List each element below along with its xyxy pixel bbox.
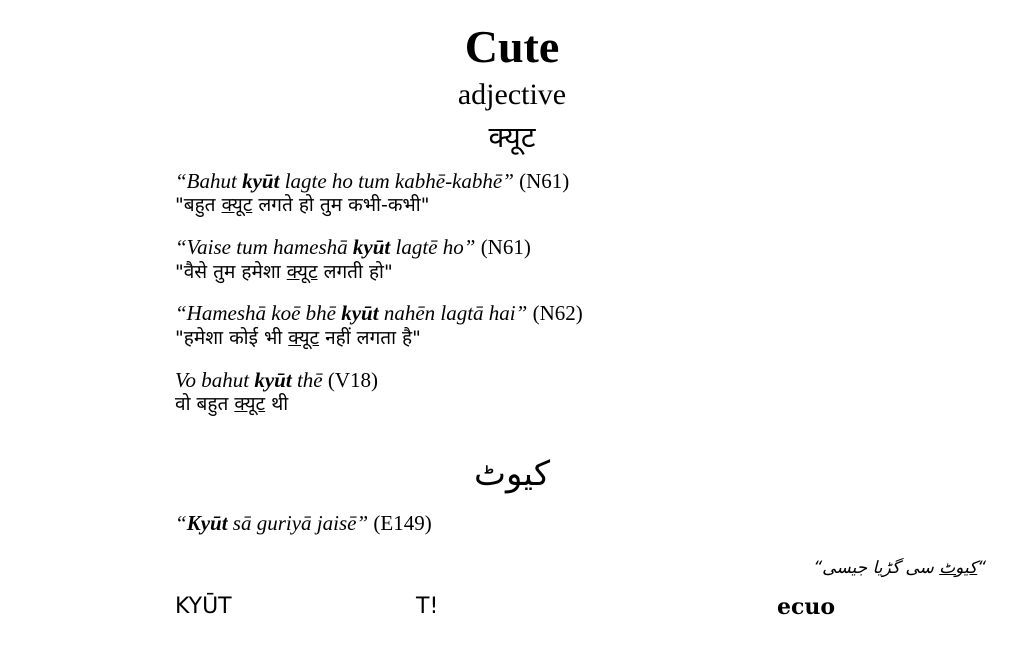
example-roman-text: “Hameshā koē bhē <box>175 301 342 325</box>
example-ref: (V18) <box>322 368 378 392</box>
example-deva-keyword: क्यूट <box>288 327 320 349</box>
example-devanagari <box>175 394 288 415</box>
example-devanagari <box>175 195 429 216</box>
example-roman-text: “Bahut <box>175 169 243 193</box>
example-deva-text: "वैसे तुम हमेशा <box>175 261 287 283</box>
example-keyword: kyūt <box>341 301 379 325</box>
example-roman-text: “ <box>175 511 187 535</box>
footer-transliteration: KYŪT <box>175 594 232 619</box>
example-devanagari <box>175 262 393 283</box>
example-roman <box>175 170 569 193</box>
footer-middle: T! <box>416 594 439 619</box>
urdu-example-keyword: کیوٹ <box>939 558 978 578</box>
example-deva-text: लगती हो" <box>317 261 393 283</box>
urdu-example-roman <box>175 512 432 535</box>
example-deva-keyword: क्यूट <box>234 393 266 415</box>
example-deva-keyword: क्यूट <box>286 261 318 283</box>
example-deva-text: थी <box>265 393 289 415</box>
example-keyword: kyūt <box>242 169 280 193</box>
example-roman <box>175 302 583 325</box>
example-deva-text: "हमेशा कोई भी <box>175 327 289 349</box>
example-roman-text: lagtē ho” <box>390 235 476 259</box>
urdu-example-script <box>813 558 986 578</box>
example-roman <box>175 369 378 392</box>
example-deva-text: लगते हो तुम कभी-कभी" <box>252 194 430 216</box>
footer-right: ecuo <box>777 594 836 620</box>
example-deva-text: "बहुत <box>175 194 222 216</box>
example-keyword: kyūt <box>254 368 292 392</box>
example-deva-text: नहीं लगता है" <box>319 327 421 349</box>
example-roman-text: sā guriyā jaisē” <box>227 511 369 535</box>
hindi-word: क्यूट <box>488 120 536 154</box>
example-roman <box>175 236 531 259</box>
example-keyword: Kyūt <box>186 511 228 535</box>
urdu-word: کیوٹ <box>473 454 551 494</box>
example-ref: (N62) <box>527 301 583 325</box>
example-roman-text: nahēn lagtā hai” <box>378 301 528 325</box>
example-deva-keyword: क्यूट <box>221 194 253 216</box>
example-ref: (N61) <box>513 169 570 193</box>
example-roman-text: Vo bahut <box>175 368 255 392</box>
urdu-example-text: سی گڑیا جیسی“ <box>813 558 940 578</box>
entry-title: Cute <box>464 21 560 72</box>
example-roman-text: lagte ho tum kabhē-kabhē” <box>279 169 514 193</box>
urdu-example-text: “ <box>977 558 986 578</box>
example-roman-text: “Vaise tum hameshā <box>175 235 353 259</box>
part-of-speech: adjective <box>457 78 567 111</box>
example-roman-text: thē <box>291 368 323 392</box>
example-keyword: kyūt <box>352 235 391 259</box>
example-deva-text: वो बहुत <box>175 393 235 415</box>
example-ref: (E149) <box>368 511 432 535</box>
example-ref: (N61) <box>475 235 531 259</box>
example-devanagari <box>175 328 421 349</box>
